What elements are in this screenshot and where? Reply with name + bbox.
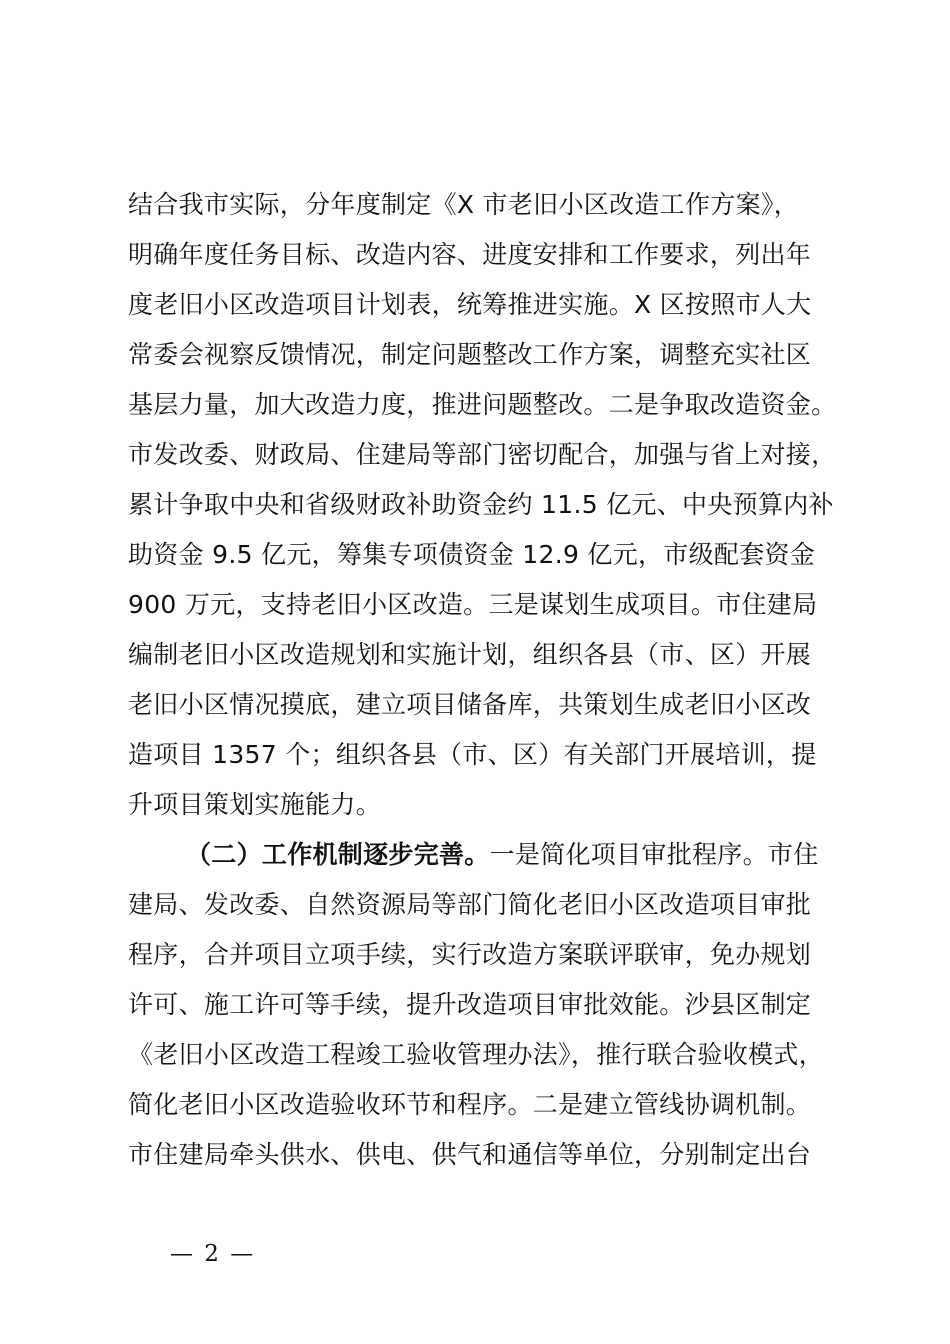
section-2-first-line-text: 一是简化项目审批程序。市住 bbox=[489, 840, 819, 869]
page-number: — 2 — bbox=[170, 1241, 256, 1267]
body-text bbox=[128, 180, 868, 1180]
text-line: 《老旧小区改造工程竣工验收管理办法》，推行联合验收模式， bbox=[128, 1040, 824, 1069]
text-line: 明确年度任务目标、改造内容、进度安排和工作要求，列出年 bbox=[128, 240, 812, 269]
text-line: 升项目策划实施能力。 bbox=[128, 790, 382, 819]
text-line: 建局、发改委、自然资源局等部门简化老旧小区改造项目审批 bbox=[128, 890, 812, 919]
text-line: 累计争取中央和省级财政补助资金约 11.5 亿元、中央预算内补 bbox=[128, 490, 834, 519]
text-line: 结合我市实际，分年度制定《X 市老旧小区改造工作方案》， bbox=[128, 190, 799, 219]
text-line: 简化老旧小区改造验收环节和程序。二是建立管线协调机制。 bbox=[128, 1090, 812, 1119]
text-line: 市住建局牵头供水、供电、供气和通信等单位，分别制定出台 bbox=[128, 1140, 812, 1169]
section-2-first-line bbox=[128, 830, 868, 880]
text-line: 编制老旧小区改造规划和实施计划，组织各县（市、区）开展 bbox=[128, 640, 812, 669]
text-line: 许可、施工许可等手续，提升改造项目审批效能。沙县区制定 bbox=[128, 990, 812, 1019]
text-line: 度老旧小区改造项目计划表，统筹推进实施。X 区按照市人大 bbox=[128, 290, 812, 319]
text-line: 基层力量，加大改造力度，推进问题整改。二是争取改造资金。 bbox=[128, 390, 837, 419]
text-line: 900 万元，支持老旧小区改造。三是谋划生成项目。市住建局 bbox=[128, 590, 818, 619]
text-line: 程序，合并项目立项手续，实行改造方案联评联审，免办规划 bbox=[128, 940, 812, 969]
text-line: 助资金 9.5 亿元，筹集专项债资金 12.9 亿元，市级配套资金 bbox=[128, 540, 816, 569]
text-line: 市发改委、财政局、住建局等部门密切配合，加强与省上对接， bbox=[128, 440, 837, 469]
text-line: 老旧小区情况摸底，建立项目储备库，共策划生成老旧小区改 bbox=[128, 690, 812, 719]
text-line: 常委会视察反馈情况，制定问题整改工作方案，调整充实社区 bbox=[128, 340, 812, 369]
text-line: 造项目 1357 个；组织各县（市、区）有关部门开展培训，提 bbox=[128, 740, 817, 769]
section-2-heading: （二）工作机制逐步完善。 bbox=[186, 840, 490, 869]
